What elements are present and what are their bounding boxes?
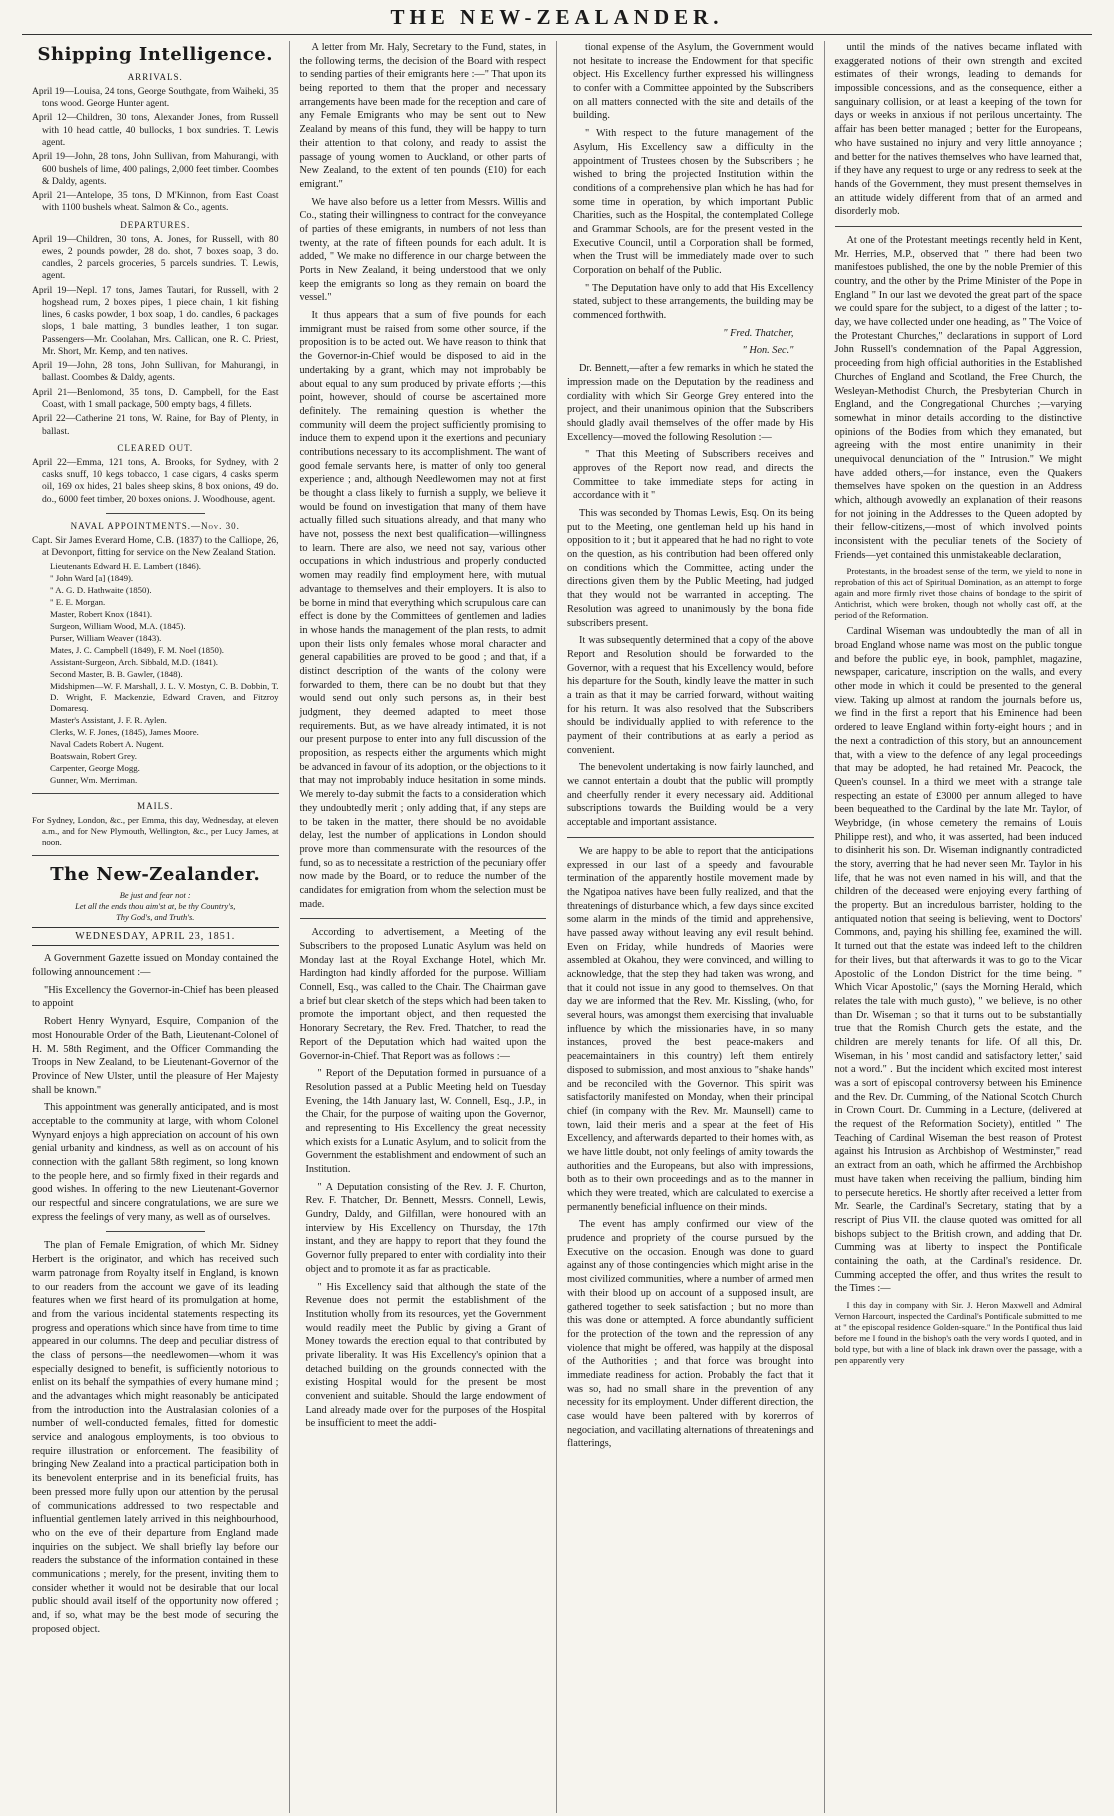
- departure-entry: April 19—Children, 30 tons, A. Jones, for Russell, with 80 ewes, 2 pounds powder, 28 do. shot, 7 boxes soap, 3 do. candles, 2 parcels groceries, 5 parcels sundries. T. Lewis, agent.: [32, 233, 279, 282]
- divider: [32, 793, 279, 794]
- naval-heading: NAVAL APPOINTMENTS.—Nov. 30.: [70, 520, 240, 531]
- naval-item: Mates, J. C. Campbell (1849), F. M. Noel (1850).: [50, 645, 224, 656]
- article-paragraph: The benevolent undertaking is now fairly launched, and we cannot entertain a doubt that the public will promptly and cheerfully render it every necessary aid. Additional subscriptions towards the Building would be a very acceptable and important assistance.: [567, 762, 814, 829]
- article-paragraph: This appointment was generally anticipated, and is most acceptable to the community at large, with whom Colonel Wynyard enjoys a high appreciation on account of his own genial urbanity and kindness, as well as on account of his connection with the gallant 58th regiment, so long known to the people here, and so firmly fixed in their regards and good wishes. In offering to the new Lieutenant-Governor our respectful and sincere congratulations, we are sure we express the feelings of very many, as well as of ourselves.: [32, 1102, 279, 1223]
- article-paragraph: It thus appears that a sum of five pounds for each immigrant must be raised from some other source, if the proposition is to be acted out. We have reason to think that the Governor-in-Chief would be disposed to aid in the undertaking by a grant, which may not improbably be about equal to any sum produced by private efforts ;—this point, however, should of course be ascertained more definitely. The remaining question is whether the community will deem the project sufficiently promising to induce them to expend upon it the exertions and pecuniary contributions necessary to its accomplishment. The want of good female servants here, is matter of only too general experience ; and, although Needlewomen may not at first be thought a class likely to furnish a supply, we believe it would be found on investigation that many of them have actually filled such situations already, and that many who have not, possess the next best qualification—willingness to learn. There are also, we need not say, various other occupations in which industrious and properly conducted women may readily find employment here, with mutual advantage to themselves and their employers. It is also to be borne in mind that everything which scrupulous care can effect is done by the Committees of gentlemen and ladies in whose hands the management of the plan rests, to admit upon their lists only females whose moral character and general capabilities are proved to be good ; and that, if a distinct description of the wants of the colony were forwarded to them, there can be no doubt but that they would send out only such persons as, in their best judgment, they deemed adapted to meet those requirements. But, as we have already intimated, it is not our present purpose to enter into any full discussion of the proposition, as respects either the arguments which might be advanced in favour of its adoption, or the objections to it that may not improbably induce hesitation in some minds. We merely to-day submit the facts to a consideration which they undoubtedly merit ; only adding that, if any steps are to be taken in the matter, there should be no avoidable delay, lest the number of applications in London should prove more than commensurate with the resources of the fund, so as to necessitate a restriction of the pecuniary offer now made by the Board, or to reduce the number of the candidates for emigration from whom the selection must be made.: [299, 310, 546, 910]
- naval-item: Lieutenants Edward H. E. Lambert (1846).: [50, 561, 201, 572]
- naval-item: Assistant-Surgeon, Arch. Sibbald, M.D. (1841).: [50, 657, 218, 668]
- masthead: THE NEW-ZEALANDER.: [22, 0, 1092, 35]
- mails-heading: MAILS.: [137, 801, 174, 812]
- article-paragraph: Cardinal Wiseman was undoubtedly the man of all in broad England whose name was most on the public tongue and before the public eye, in book, pamphlet, magazine, newspaper, caricature, inscription on the walls, and every other mode in which it could be presented to the general view. Taking up almost at random the journals before us, we find in the first a report that his Eminence had been ordered to leave England within forty-eight hours ; and in the next a contradiction of this story, but an announcement that, with a view to the defence of any legal proceedings that may be adopted, he had retained Mr. Peacock, the Queen's counsel. In a third we meet with a strange tale respecting an estate of £3000 per annum alleged to have been bequeathed to the Cardinal by the late Mr. Taylor, of Weybridge, (in whose cemetery the remains of Louis Philippe rest), and who, it was asserted, had been induced to disinherit his son. Dr. Wiseman indignantly contradicted the story, averring that he had never seen Mr. Taylor in his life, that he was not even named in his will, and that the children of the deceased were enjoying every farthing of the property. But an incredulous barrister, holding to the antiquated notion that seeing is believing, went to Doctors' Commons, and, paying his shilling fee, examined the will. It turned out that the estate was indeed left to the children for their lives, but that afterwards it was to go to the Vicar Apostolic of the London District for the time being. " Which Vicar Apostolic," (says the Morning Herald, which relates the tale with much gusto), " we believe, is no other than Dr. Wiseman ; so that it turns out to be substantially true that the Romish Church gets the estate, and the children are merely tenants for life. Of all this, Dr. Wiseman, in his ' most candid and satisfactory letter,' said not a word." . But the incident which excited most interest was a sort of episcopal controversy between his Eminence and the Rev. Dr. Cumming, of the National Scotch Church in Crown Court. Dr. Cumming in a Lecture, (delivered at the request of the Reformation Society), entitled " The Teaching of Cardinal Wiseman the best reason of Protest against his Intrusion as Archbishop of Westminster," read an extract from an oath, which he affirmed the Archbishop must have taken when receiving the pallium, binding him to persecute heretics. He shortly after received a letter from Mr. Searle, the Cardinal's Secretary, stating that by a rescript of Pius VII. the clause quoted was omitted for all bishops subject to the British crown, and adding that Dr. Cumming was at liberty to inspect the Pontificale containing the oath, at the Cardinal's residence. Dr. Cumming accepted the offer, and thus writes the result to the Times :—: [834, 626, 1082, 1295]
- naval-item: Second Master, B. B. Gawler, (1848).: [50, 669, 183, 680]
- divider: [106, 1231, 205, 1232]
- departure-entry: April 19—Nepl. 17 tons, James Tautari, for Russell, with 2 hogshead rum, 2 boxes pipes, 1 piece chain, 1 kit fishing lines, 6 casks powder, 1 box soap, 1 do. candles, 6 packages slops, 1 bale matting, 3 bundles leather, 1 ton sugar. Passengers—Mr. Coolahan, Mrs. Callican, one R. C. Priest, Mr. Short, Mr. Kemp, and ten natives.: [32, 284, 279, 357]
- column-2: [290, 41, 558, 1813]
- article-paragraph: Dr. Bennett,—after a few remarks in which he stated the impression made on the Deputation by the readiness and cordiality with which Sir George Grey entered into the project, and their unanimous opinion that the Subscribers should gladly avail themselves of the offer made by His Excellency—moved the following Resolution :—: [567, 363, 814, 443]
- divider: [106, 513, 205, 514]
- article-paragraph: We are happy to be able to report that the anticipations expressed in our last of a speedy and favourable termination of the apparently hostile movement made by the Ngatipoa natives have been fully realized, and that the threatenings of disturbance which, a few days since excited some alarm in the minds of the timid and apprehensive, have passed away without leaving any evil result behind. Even on Friday, while hundreds of Maories were assembled at Okahou, they were convinced, and willing to acknowledge, that the step they had taken was wrong, and that it could not issue in any good to themselves. On that day we are informed that the Rev. Mr. Kissling, (who, for several hours, was amongst them exercising that invaluable influence by which the missionaries have, in so many instances, proved the best peace-makers and peacemaintainers in this country) left them entirely disposed to submission, and most anxious to "shake hands" and be reconciled with the Governor. This spirit was satisfactorily manifested on Monday, when their principal chief (in company with the Rev. Mr. Maunsell) came to town, laid their meris and a spear at the feet of His Excellency, and afterwards departed to their homes with, as we have little doubt, not only feelings of amity towards the authorities and the Europeans, but also with impressions, both as to their own proceedings and as to the manner in which they were treated, which are calculated to exercise a permanently beneficial influence on their minds.: [567, 845, 814, 1213]
- naval-item: Boatswain, Robert Grey.: [50, 751, 137, 762]
- quoted-declaration: Protestants, in the broadest sense of the term, we yield to none in reprobation of this act of Spiritual Domination, as an attempt to forge again and more firmly rivet those chains of bondage to the spirit of Antichrist, which were broken, though not wholly cast off, at the period of the Reformation.: [834, 566, 1082, 621]
- motto-line: Be just and fear not :: [119, 890, 191, 900]
- report-paragraph: " His Excellency said that although the state of the Revenue does not permit the establishment of the Institution wholly from its resources, yet the Government would readily meet the Public by giving a Grant of Money towards the erection equal to that contributed by private liberality. It was His Excellency's opinion that a detached building on the grounds connected with the existing Hospital would for the present be most convenient and suitable. Should the large endowment of Land already made over for the purposes of the Hospital be insufficient to meet the addi-: [305, 1281, 546, 1430]
- arrival-entry: April 19—John, 28 tons, John Sullivan, from Mahurangi, with 600 bushels of lime, 400 palings, 2,000 feet timber. Coombes & Daldy, agents.: [32, 151, 279, 187]
- column-1: [22, 41, 290, 1813]
- paper-title: The New-Zealander.: [50, 863, 261, 885]
- motto-line: Let all the ends thou aim'st at, be thy Country's,: [75, 901, 236, 911]
- article-paragraph: A Government Gazette issued on Monday contained the following announcement :—: [32, 953, 279, 979]
- departures-heading: DEPARTURES.: [120, 219, 191, 230]
- naval-item: Midshipmen—W. F. Marshall, J. L. V. Mostyn, C. B. Dobbin, T. D. Wright, F. Mackenzie, Edward Craven, and Fitzroy Domaresq.: [50, 681, 279, 714]
- naval-item: Surgeon, William Wood, M.A. (1845).: [50, 621, 186, 632]
- naval-intro: Capt. Sir James Everard Home, C.B. (1837) to the Calliope, 26, at Devonport, fitting for service on the New Zealand Station.: [32, 534, 279, 559]
- article-paragraph: The plan of Female Emigration, of which Mr. Sidney Herbert is the originator, and which has received such warm patronage from Royalty itself in England, is known to our readers from the account we gave of its leading features when we first heard of its promulgation at home, and from the various incidental statements respecting its progress and operations which since have from time to time appeared in our columns. The deep and peculiar distress of the class of persons—the needlewomen—whom it was especially designed to benefit, is sufficiently notorious to enlist on its behalf the sympathies of every humane mind ; and the advantages which might reasonably be anticipated from the introduction into the Australasian colonies of a number of well-conducted females, fitted for domestic service and analogous employments, is too obvious to require illustration or enforcement. The feasibility of bringing New Zealand into a practical participation both in its benevolent enterprise and in its beneficial fruits, has been pressed more fully upon our attention by the perusal of communications addressed to two respectable and influential gentlemen lately arrived in this neighbourhood, who on the eve of their departure from England made inquiries on the subject. We shall briefly lay before our readers the substance of the information contained in these communications ; merely, for the present, inviting them to consider whether it would not be desirable that our local public should avail itself of the opportunity now offered ; and, if so, what may be the best mode of securing the proposed object.: [32, 1240, 279, 1635]
- article-paragraph: We have also before us a letter from Messrs. Willis and Co., stating their willingness to contract for the conveyance of parties of these emigrants, in numbers of not less than twenty, at the rate of fifteen pounds for each adult. It is added, " We make no difference in our charge between the Ports in New Zealand, it being understood that we only keep the emigrants so long as they remain on board the vessel.": [299, 196, 546, 304]
- naval-item: Master's Assistant, J. F. R. Aylen.: [50, 715, 167, 726]
- article-paragraph: At one of the Protestant meetings recently held in Kent, Mr. Herries, M.P., observed that " there had been two manifestoes published, the one by the noble Premier of this country, and the other by the Prime Minister of the Pope in England " In our last we devoted the great part of the space we could spare for the subject, to a digest of the latter ; to-day, we have collected under one heading, as " The Voice of the Protestant Churches," declarations in support of Lord John Russell's condemnation of the Papal Aggression, proceeding from high official authorities in the Established Churches of England and Scotland, the Free Church, the Wesleyan-Methodist Church, the Presbyterian Church in England, and the Congregational Churches ;—varying somewhat in minor details according to the distinctive opinions of the Bodies from which they emanated, but agreeing with the most entire unanimity in their unequivocal denunciation of the " Intrusion." We might have added others,—for instance, even the Quakers themselves have spoken on the question in an Address which, although avowedly an explanation of their reasons for not joining in the Addresses to the Queen adopted by their fellow-citizens,—most of which involved points inconsistent with the peculiar tenets of the Society of Friends—yet contained this unmistakeable declaration,: [834, 234, 1082, 561]
- article-paragraph: The event has amply confirmed our view of the prudence and propriety of the course pursued by the Executive on the occasion. Enough was done to guard against any of those contingencies which might arise in the most civilized communities, where a number of armed men with their blood up on account of a supposed insult, are gathered together to seek satisfaction ; but no more than this was done or attempted. A force abundantly sufficient for the protection of the town and the repression of any violence that might be offered, was happily at the disposal of the Authorities ; and that force was brought into immediate readiness for action. Probably the fact that it was so, had no small share in the prevention of any necessity for its employment. Under different direction, the case would have been paltered with by korerros of negociation, and vacillating alternations of threatenings and flatterings,: [567, 1219, 814, 1450]
- article-paragraph: A letter from Mr. Haly, Secretary to the Fund, states, in the following terms, the decision of the Board with respect to sending parties of their emigrants here :—" That upon its being reported to them that the proper and necessary arrangements have been made for the reception and care of any Female Emigrants who may be sent out to New Zealand by means of this fund, they will be happy to turn their attention to that colony, and ready to assist the passage of young women to Auckland, or other parts of New Zealand, to the extent of ten pounds (£10) for each emigrant.": [299, 42, 546, 190]
- naval-item: Master, Robert Knox (1841).: [50, 609, 153, 620]
- arrivals-heading: ARRIVALS.: [127, 71, 183, 82]
- arrival-entry: April 21—Antelope, 35 tons, D M'Kinnon, from East Coast with 1100 bushels wheat. Salmon & Co., agents.: [32, 190, 279, 214]
- mails-text: For Sydney, London, &c., per Emma, this day, Wednesday, at eleven a.m., and for New Plymouth, Wellington, &c., per Lucy James, at noon.: [32, 814, 279, 847]
- columns: [22, 41, 1092, 1813]
- column-3: [557, 41, 825, 1813]
- naval-item: Gunner, Wm. Merriman.: [50, 775, 138, 786]
- naval-item: Purser, William Weaver (1843).: [50, 633, 162, 644]
- report-paragraph: " The Deputation have only to add that His Excellency stated, subject to these arrangements, the building may be commenced forthwith.: [573, 282, 814, 322]
- arrival-entry: April 19—Louisa, 24 tons, George Southgate, from Waiheki, 35 tons wood. George Hunter agent.: [32, 85, 279, 110]
- naval-item: " E. E. Morgan.: [50, 597, 106, 608]
- signature-line: " Fred. Thatcher,: [723, 327, 794, 339]
- departure-entry: April 22—Catherine 21 tons, W. Raine, for Bay of Plenty, in ballast.: [32, 413, 279, 437]
- departure-entry: April 19—John, 28 tons, John Sullivan, for Mahurangi, in ballast. Coombes & Daldy, agents.: [32, 360, 279, 384]
- article-paragraph: until the minds of the natives became inflated with exaggerated notions of their own strength and excited estimates of their wrongs, leading to demands for impossible concessions, and as the consequence, either a sanguinary collision, or at least a keeping of the town for days or weeks in anxious if not perilous uncertainty. The affair has been better managed ; better for the Europeans, who have sustained no injury and very little annoyance ; and better for the natives themselves who have learned that, if they have any request to urge or any redress to seek at the hands of the Government, they must present themselves in an attitude widely different from that of an armed and disorderly mob.: [834, 42, 1082, 218]
- naval-item: Naval Cadets Robert A. Nugent.: [50, 739, 164, 750]
- report-paragraph: " A Deputation consisting of the Rev. J. F. Churton, Rev. F. Thatcher, Dr. Bennett, Messrs. Connell, Lewis, Gundry, Daldy, and Gilfillan, were honoured with an interview by His Excellency on Thursday, the 17th instant, and they are happy to report that they found the Governor fully prepared to enter with cordiality into their object and to promote it as far as practicable.: [305, 1181, 546, 1275]
- article-paragraph: According to advertisement, a Meeting of the Subscribers to the proposed Lunatic Asylum was held on Monday last at the Royal Exchange Hotel, which Mr. Hardington had kindly afforded for the purpose. William Connell, Esq., was called to the Chair. The Chairman gave a brief but clear sketch of the steps which had been taken to promote the important object, and then requested the Honorary Secretary, the Rev. Fred. Thatcher, to read the Report of the Deputation which had waited upon the Governor-in-Chief. That Report was as follows :—: [299, 927, 546, 1062]
- cleared-entry: April 22—Emma, 121 tons, A. Brooks, for Sydney, with 2 casks snuff, 10 kegs tobacco, 1 case cigars, 4 casks sperm oil, 169 ox hides, 21 bales sheep skins, 8 box onions, 49 do. do., 6000 feet timber, 20 boxes onions. J. Woodhouse, agent.: [32, 456, 279, 505]
- resolution-paragraph: " That this Meeting of Subscribers receives and approves of the Report now read, and directs the Committee to take immediate steps for acting in accordance with it ": [573, 449, 814, 502]
- divider: [300, 918, 547, 919]
- column-4: [825, 41, 1093, 1813]
- motto-line: Thy God's, and Truth's.: [116, 913, 195, 923]
- naval-item: Carpenter, George Mogg.: [50, 763, 140, 774]
- naval-item: " John Ward [a] (1849).: [50, 573, 134, 584]
- dateline: WEDNESDAY, APRIL 23, 1851.: [32, 927, 279, 946]
- article-paragraph: Robert Henry Wynyard, Esquire, Companion of the most Honourable Order of the Bath, Lieutenant-Colonel of H. M. 58th Regiment, and the Officer Commanding the Troops in New Zealand, to be Lieutenant-Governor of the Province of New Ulster, until the pleasure of Her Majesty shall be known.": [32, 1016, 279, 1096]
- divider: [835, 226, 1083, 227]
- cleared-heading: CLEARED OUT.: [117, 442, 194, 453]
- article-paragraph: This was seconded by Thomas Lewis, Esq. On its being put to the Meeting, one gentleman held up his hand in opposition to it ; but it appeared that he had no right to vote on the question, as his contribution had been offered only on conditions which the Committee, acting under the directions given them by the Public Meeting, had judged that they would not be warranted in accepting. The Resolution was agreed to unanimously by the bona fide subscribers present.: [567, 508, 814, 629]
- naval-item: " A. G. D. Hathwaite (1850).: [50, 585, 152, 596]
- arrival-entry: April 12—Children, 30 tons, Alexander Jones, from Russell with 10 head cattle, 40 bullocks, 1 box sundries. T. Lewis agent.: [32, 112, 279, 148]
- quoted-letter: I this day in company with Sir. J. Heron Maxwell and Admiral Vernon Harcourt, inspected the Cardinal's Pontificale submitted to me at " the episcopal residence Golden-square." In the Pontifical thus laid before me I found in the bishop's oath the very words I quoted, and in bold type, but with a line of black ink drawn over the passage, with a pen apparently very: [834, 1300, 1082, 1365]
- article-paragraph: It was subsequently determined that a copy of the above Report and Resolution should be forwarded to the Governor, with a request that his Excellency would, before his departure for the South, kindly leave the matter in such a train as that it may be carried forward, without waiting for his return. It was also resolved that the Subscribers should be individually applied to with reference to the payment of their contributions at as early a period as convenient.: [567, 635, 814, 756]
- report-paragraph: tional expense of the Asylum, the Government would not hesitate to increase the Endowment for that specific object. His Excellency further expressed his willingness to confer with a Committee appointed by the Subscribers on all matters connected with the site and details of the building.: [573, 42, 814, 122]
- divider: [567, 837, 814, 838]
- departure-entry: April 21—Benlomond, 35 tons, D. Campbell, for the East Coast, with 1 small package, 500 empty bags, 4 fillets.: [32, 386, 279, 410]
- article-paragraph: "His Excellency the Governor-in-Chief has been pleased to appoint: [32, 984, 279, 1010]
- shipping-title: Shipping Intelligence.: [37, 44, 273, 65]
- signature-line: " Hon. Sec.": [742, 345, 794, 357]
- divider: [32, 855, 279, 856]
- report-paragraph: " Report of the Deputation formed in pursuance of a Resolution passed at a Public Meeting held on Tuesday Evening, the 14th January last, W. Connell, Esq., J.P., in the Chair, for the purpose of waiting upon the Governor, and representing to His Excellency the great necessity which exists for a Lunatic Asylum, and to solicit from the Government the establishment and endowment of such an Institution.: [305, 1068, 546, 1175]
- naval-item: Clerks, W. F. Jones, (1845), James Moore.: [50, 727, 199, 738]
- report-paragraph: " With respect to the future management of the Asylum, His Excellency saw a difficulty in the appointment of Trustees chosen by the Subscribers ; he wished to bring the projected Institution within the conditions of a comprehensive plan which he has had for some time in operation, by which important Public Charities, such as the Hospital, the contemplated College and Grammar Schools, are for the present vested in the Executive Council, until a Corporation shall be formed, when the Trust will be immediately made over to such Corporation on behalf of the Public.: [573, 128, 814, 276]
